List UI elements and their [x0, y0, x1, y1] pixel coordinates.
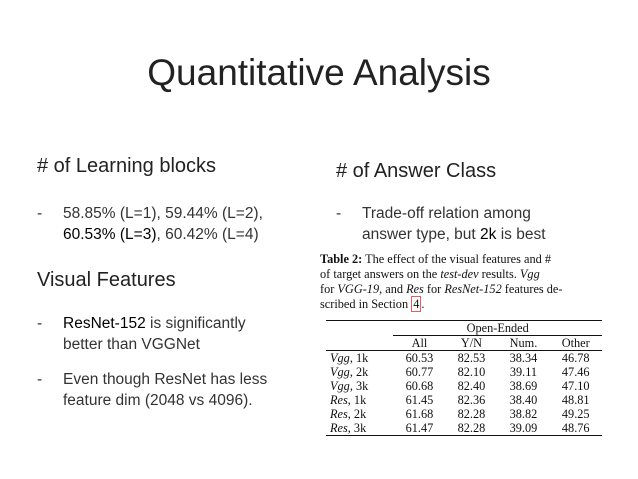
- row-label: Res, 2k: [330, 407, 367, 421]
- bullet-dash: -: [37, 315, 43, 332]
- slide-title: Quantitative Analysis: [147, 52, 491, 93]
- column-header: Y/N: [460, 336, 483, 350]
- table-cell: 60.77: [405, 365, 434, 379]
- bullet-dash: -: [37, 205, 43, 222]
- table-cell: 82.36: [457, 393, 486, 407]
- table-row: [326, 365, 602, 379]
- table-cell: 82.10: [457, 365, 486, 379]
- bullet-line: 58.85% (L=1), 59.44% (L=2),: [63, 205, 263, 222]
- table-cell: 61.68: [405, 407, 434, 421]
- column-header: Num.: [509, 336, 538, 350]
- bullet-text-rest: is best: [496, 226, 546, 243]
- table-row: [326, 379, 602, 393]
- row-model: Res: [330, 393, 348, 407]
- row-label: Res, 1k: [330, 393, 367, 407]
- row-label: Res, 3k: [330, 421, 367, 435]
- table-corner: [326, 321, 393, 336]
- table-cell: 38.34: [509, 351, 538, 365]
- caption-text: , and: [379, 282, 407, 296]
- results-table: [326, 320, 602, 436]
- table-cell: 60.68: [405, 379, 434, 393]
- caption-text: for: [320, 282, 338, 296]
- row-k: 2k: [353, 407, 367, 421]
- caption-text: results.: [478, 267, 520, 281]
- bullet-feature-dim: [37, 369, 317, 413]
- heading-visual-features: Visual Features: [37, 269, 176, 291]
- caption-text: .: [421, 297, 425, 311]
- table-cell: 60.53: [405, 351, 434, 365]
- bullet-line: [63, 313, 246, 334]
- table-cell: 82.53: [457, 351, 486, 365]
- highlight-text: 2k: [480, 226, 497, 243]
- bullet-line: [362, 224, 546, 245]
- caption-text: scribed in Section: [320, 297, 412, 311]
- column-header: All: [411, 336, 428, 350]
- bullet-text: [63, 313, 246, 355]
- bullet-dash: -: [336, 205, 342, 222]
- section-ref-link[interactable]: 4: [413, 297, 420, 311]
- highlight-text: ResNet-152: [63, 315, 146, 332]
- row-k: 1k: [353, 393, 367, 407]
- table-header-row: [326, 336, 602, 351]
- table-group-header-row: [326, 321, 602, 336]
- caption-text: of target answers on the: [320, 267, 441, 281]
- bullet-line: Even though ResNet has less: [63, 371, 268, 388]
- bullet-line: feature dim (2048 vs 4096).: [63, 392, 253, 409]
- row-label: Vgg, 2k: [330, 365, 369, 379]
- bullet-text-rest: is significantly: [145, 315, 246, 332]
- caption-italic: Res: [406, 282, 424, 296]
- caption-text: features de-: [501, 282, 563, 296]
- row-model: Res: [330, 421, 348, 435]
- table-cell: 39.09: [509, 421, 538, 435]
- heading-answer-class: # of Answer Class: [336, 160, 497, 182]
- table-cell: 82.28: [457, 407, 486, 421]
- bullet-line: [63, 224, 263, 245]
- caption-italic: test-dev: [440, 267, 479, 281]
- bullet-text: [63, 203, 263, 245]
- table-cell: 61.45: [405, 393, 434, 407]
- paper-table-excerpt: [320, 252, 610, 436]
- bullet-line: better than VGGNet: [63, 336, 200, 353]
- row-k: 3k: [353, 421, 367, 435]
- table-cell: 38.69: [509, 379, 538, 393]
- column-header: Other: [561, 336, 590, 350]
- heading-learning-blocks: # of Learning blocks: [37, 155, 217, 177]
- table-row: [326, 351, 602, 366]
- table-cell: 48.76: [561, 421, 590, 435]
- bullet-dash: -: [37, 371, 43, 388]
- row-model: Vgg: [330, 351, 350, 365]
- bullet-text-rest: , 60.42% (L=4): [156, 226, 259, 243]
- caption-text: The effect of the visual features and #: [362, 252, 551, 266]
- highlight-text: 60.53% (L=3): [63, 226, 157, 243]
- table-cell: 82.40: [457, 379, 486, 393]
- row-model: Vgg: [330, 365, 350, 379]
- bullet-text: [362, 203, 546, 245]
- group-header-open-ended: Open-Ended: [393, 321, 602, 336]
- table-corner: [326, 336, 393, 351]
- table-row: [326, 407, 602, 421]
- caption-text: for: [423, 282, 445, 296]
- row-model: Vgg: [330, 379, 350, 393]
- caption-italic: ResNet-152: [444, 282, 502, 296]
- bullet-answer-class: [336, 203, 616, 247]
- table-cell: 39.11: [509, 365, 538, 379]
- table-row: [326, 393, 602, 407]
- caption-italic: Vgg: [519, 267, 540, 281]
- row-label: Vgg, 3k: [330, 379, 369, 393]
- table-row: [326, 421, 602, 436]
- row-k: 2k: [355, 365, 369, 379]
- row-label: Vgg, 1k: [330, 351, 369, 365]
- bullet-line: Trade-off relation among: [362, 205, 531, 222]
- caption-label: Table 2:: [320, 252, 363, 266]
- table-caption: [320, 252, 610, 312]
- table-cell: 82.28: [457, 421, 486, 435]
- row-k: 3k: [355, 379, 369, 393]
- bullet-resnet: [37, 313, 317, 357]
- table-cell: 49.25: [561, 407, 590, 421]
- bullet-learning-blocks: [37, 203, 317, 247]
- table-cell: 47.46: [561, 365, 590, 379]
- table-cell: 46.78: [561, 351, 590, 365]
- table-cell: 61.47: [405, 421, 434, 435]
- bullet-text: [63, 369, 267, 411]
- bullet-text-rest: answer type, but: [362, 226, 481, 243]
- caption-italic: VGG-19: [337, 282, 380, 296]
- table-cell: 38.82: [509, 407, 538, 421]
- table-cell: 47.10: [561, 379, 590, 393]
- table-cell: 38.40: [509, 393, 538, 407]
- table-cell: 48.81: [561, 393, 590, 407]
- row-model: Res: [330, 407, 348, 421]
- row-k: 1k: [355, 351, 369, 365]
